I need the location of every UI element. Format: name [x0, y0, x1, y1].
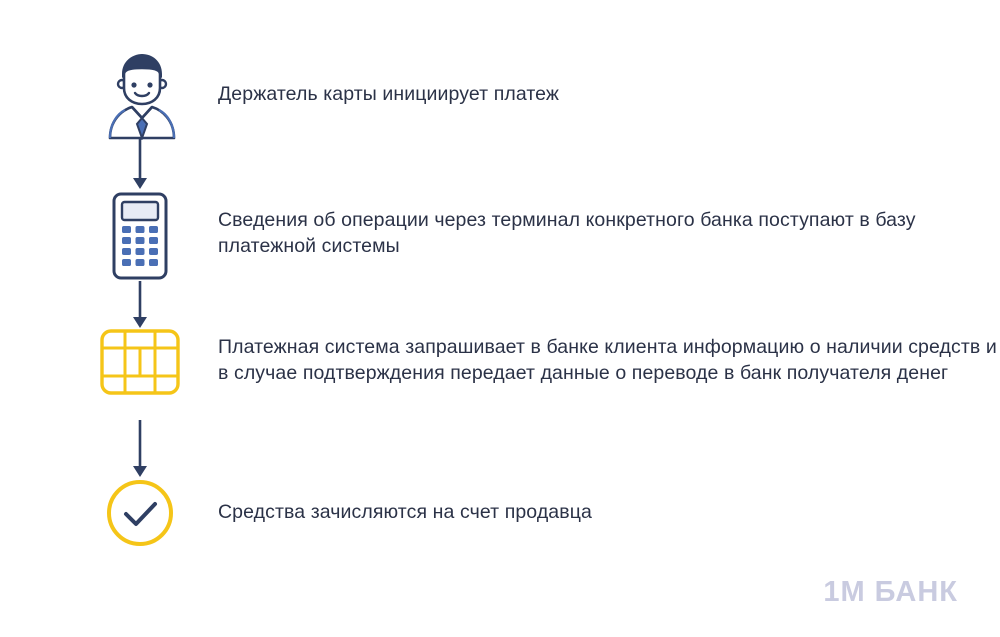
flow-step-3-text: Платежная система запрашивает в банке клиента информацию о наличии средств и в случае подтверждения передает данные о переводе в банк получателя денег: [218, 336, 997, 384]
flow-step-1: [80, 44, 559, 140]
flow-step-3: [80, 326, 1000, 398]
arrow-down-icon-2: [120, 281, 160, 329]
watermark-mark: 1M: [823, 576, 866, 608]
watermark-word: БАНК: [874, 576, 958, 608]
flow-step-2-text: Сведения об операции через терминал конкретного банка поступают в базу платежной системы: [218, 209, 916, 257]
check-circle-icon: [80, 477, 200, 549]
flow-step-1-text: Держатель карты инициирует платеж: [218, 83, 560, 105]
arrow-down-icon-3: [120, 420, 160, 478]
watermark-logo: [823, 576, 958, 609]
flow-step-4: [80, 477, 592, 549]
flow-step-2: [80, 190, 1000, 282]
chip-card-icon: [80, 326, 200, 398]
card-holder-person-icon: [80, 44, 200, 140]
flow-step-4-text: Средства зачисляются на счет продавца: [218, 501, 592, 523]
arrow-down-icon-1: [120, 138, 160, 190]
pos-terminal-icon: [80, 190, 200, 282]
